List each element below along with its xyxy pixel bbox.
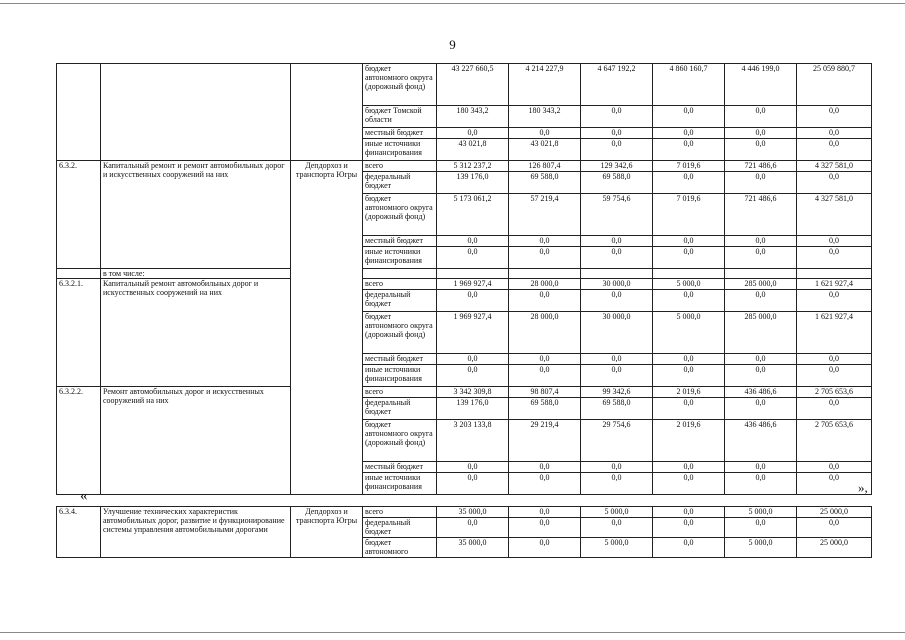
- amount-cell: 0,0: [509, 473, 581, 495]
- amount-cell: 1 969 927,4: [437, 279, 509, 290]
- amount-cell: 0,0: [653, 236, 725, 247]
- amount-cell: 0,0: [509, 518, 581, 538]
- amount-cell: 3 342 309,8: [437, 387, 509, 398]
- table-row: [57, 269, 872, 279]
- amount-cell: 28 000,0: [509, 279, 581, 290]
- table-cell: [509, 269, 581, 279]
- item-code: 6.3.4.: [57, 507, 101, 558]
- item-name: Капитальный ремонт автомобильных дорог и искусственных сооружений на них: [101, 279, 291, 387]
- amount-cell: 0,0: [437, 462, 509, 473]
- amount-cell: 0,0: [653, 106, 725, 128]
- amount-cell: 0,0: [653, 290, 725, 312]
- amount-cell: 1 621 927,4: [797, 312, 872, 354]
- funding-source: местный бюджет: [363, 128, 437, 139]
- amount-cell: 0,0: [725, 354, 797, 365]
- amount-cell: 0,0: [725, 139, 797, 161]
- amount-cell: 0,0: [437, 236, 509, 247]
- amount-cell: 4 647 192,2: [581, 64, 653, 106]
- amount-cell: 2 705 653,6: [797, 420, 872, 462]
- amount-cell: 0,0: [653, 473, 725, 495]
- amount-cell: 4 446 199,0: [725, 64, 797, 106]
- table-row: [57, 279, 872, 290]
- amount-cell: 0,0: [437, 473, 509, 495]
- amount-cell: 5 000,0: [725, 507, 797, 518]
- amount-cell: 0,0: [581, 518, 653, 538]
- amount-cell: 285 000,0: [725, 312, 797, 354]
- amount-cell: 0,0: [437, 365, 509, 387]
- amount-cell: 5 000,0: [725, 538, 797, 558]
- amount-cell: 30 000,0: [581, 279, 653, 290]
- responsible-executor: Депдорхоз и транспорта Югры: [291, 161, 363, 495]
- amount-cell: 0,0: [509, 365, 581, 387]
- amount-cell: 0,0: [581, 462, 653, 473]
- amount-cell: 0,0: [581, 473, 653, 495]
- funding-source: бюджет автономного округа (дорожный фонд): [363, 194, 437, 236]
- amount-cell: 126 807,4: [509, 161, 581, 172]
- amount-cell: 4 860 160,7: [653, 64, 725, 106]
- item-name: Улучшение технических характеристик автомобильных дорог, развитие и функционирование системы управления автомобильными дорогами: [101, 507, 291, 558]
- amount-cell: 721 486,6: [725, 161, 797, 172]
- amount-cell: 28 000,0: [509, 312, 581, 354]
- amount-cell: 2 705 653,6: [797, 387, 872, 398]
- amount-cell: 99 342,6: [581, 387, 653, 398]
- amount-cell: 0,0: [581, 290, 653, 312]
- name-cell: [101, 64, 291, 161]
- amount-cell: 0,0: [509, 247, 581, 269]
- table-cell: [437, 269, 509, 279]
- funding-source: иные источники финансирования: [363, 365, 437, 387]
- amount-cell: 0,0: [653, 538, 725, 558]
- item-code: 6.3.2.1.: [57, 279, 101, 387]
- amount-cell: 0,0: [653, 518, 725, 538]
- amount-cell: 25 059 880,7: [797, 64, 872, 106]
- amount-cell: 0,0: [725, 128, 797, 139]
- amount-cell: 4 327 581,0: [797, 194, 872, 236]
- scan-edge-bottom: [0, 632, 905, 633]
- amount-cell: 0,0: [797, 398, 872, 420]
- funding-source: всего: [363, 161, 437, 172]
- amount-cell: 0,0: [797, 354, 872, 365]
- responsible-executor: Депдорхоз и транспорта Югры: [291, 507, 363, 558]
- amount-cell: 0,0: [653, 507, 725, 518]
- amount-cell: 0,0: [725, 462, 797, 473]
- amount-cell: 4 327 581,0: [797, 161, 872, 172]
- including-label: в том числе:: [101, 269, 291, 279]
- funding-source: иные источники финансирования: [363, 139, 437, 161]
- amount-cell: 0,0: [509, 538, 581, 558]
- amount-cell: 0,0: [437, 247, 509, 269]
- quote-close: »,: [858, 480, 868, 495]
- amount-cell: 5 173 061,2: [437, 194, 509, 236]
- amount-cell: 0,0: [653, 462, 725, 473]
- amount-cell: 98 807,4: [509, 387, 581, 398]
- amount-cell: 0,0: [797, 365, 872, 387]
- amount-cell: 1 969 927,4: [437, 312, 509, 354]
- budget-table-continued: [56, 506, 872, 558]
- funding-source: федеральный бюджет: [363, 398, 437, 420]
- amount-cell: 0,0: [509, 290, 581, 312]
- amount-cell: 139 176,0: [437, 398, 509, 420]
- item-name: Ремонт автомобильных дорог и искусственных сооружений на них: [101, 387, 291, 495]
- amount-cell: 0,0: [797, 236, 872, 247]
- amount-cell: 0,0: [797, 247, 872, 269]
- amount-cell: 43 021,8: [437, 139, 509, 161]
- amount-cell: 285 000,0: [725, 279, 797, 290]
- funding-source: иные источники финансирования: [363, 473, 437, 495]
- amount-cell: 0,0: [509, 354, 581, 365]
- budget-table: [56, 63, 872, 495]
- amount-cell: 0,0: [653, 128, 725, 139]
- amount-cell: 0,0: [725, 398, 797, 420]
- scan-edge-top: [0, 3, 905, 4]
- amount-cell: 5 000,0: [653, 279, 725, 290]
- code-cell: [57, 64, 101, 161]
- amount-cell: 0,0: [797, 106, 872, 128]
- amount-cell: 0,0: [797, 290, 872, 312]
- funding-source: местный бюджет: [363, 462, 437, 473]
- amount-cell: 2 019,6: [653, 387, 725, 398]
- funding-source: всего: [363, 279, 437, 290]
- amount-cell: 0,0: [581, 128, 653, 139]
- amount-cell: 0,0: [797, 128, 872, 139]
- funding-source: бюджет автономного округа (дорожный фонд): [363, 312, 437, 354]
- amount-cell: 43 227 660,5: [437, 64, 509, 106]
- amount-cell: 0,0: [509, 128, 581, 139]
- amount-cell: 29 219,4: [509, 420, 581, 462]
- funding-source: местный бюджет: [363, 354, 437, 365]
- amount-cell: 0,0: [725, 518, 797, 538]
- amount-cell: 0,0: [653, 398, 725, 420]
- funding-source: бюджет автономного округа (дорожный фонд): [363, 420, 437, 462]
- amount-cell: 3 203 133,8: [437, 420, 509, 462]
- amount-cell: 69 588,0: [581, 172, 653, 194]
- amount-cell: 0,0: [725, 236, 797, 247]
- amount-cell: 30 000,0: [581, 312, 653, 354]
- amount-cell: 1 621 927,4: [797, 279, 872, 290]
- table-row: [57, 387, 872, 398]
- table-row: [57, 507, 872, 518]
- item-code: 6.3.2.2.: [57, 387, 101, 495]
- amount-cell: 0,0: [797, 473, 872, 495]
- amount-cell: 0,0: [653, 247, 725, 269]
- amount-cell: 180 343,2: [509, 106, 581, 128]
- funding-source: федеральный бюджет: [363, 172, 437, 194]
- amount-cell: 436 486,6: [725, 387, 797, 398]
- amount-cell: 0,0: [725, 290, 797, 312]
- funding-source: иные источники финансирования: [363, 247, 437, 269]
- amount-cell: 129 342,6: [581, 161, 653, 172]
- amount-cell: 69 588,0: [581, 398, 653, 420]
- amount-cell: 0,0: [437, 354, 509, 365]
- amount-cell: 0,0: [509, 462, 581, 473]
- amount-cell: 0,0: [437, 290, 509, 312]
- funding-source: бюджет Томской области: [363, 106, 437, 128]
- amount-cell: 57 219,4: [509, 194, 581, 236]
- quote-open: «: [80, 488, 88, 504]
- item-name: Капитальный ремонт и ремонт автомобильных дорог и искусственных сооружений на них: [101, 161, 291, 269]
- amount-cell: 0,0: [725, 106, 797, 128]
- amount-cell: 0,0: [797, 139, 872, 161]
- amount-cell: 35 000,0: [437, 538, 509, 558]
- amount-cell: 0,0: [725, 365, 797, 387]
- amount-cell: 0,0: [653, 139, 725, 161]
- amount-cell: 0,0: [581, 106, 653, 128]
- table-cell: [725, 269, 797, 279]
- amount-cell: 0,0: [725, 473, 797, 495]
- amount-cell: 69 588,0: [509, 398, 581, 420]
- amount-cell: 0,0: [581, 247, 653, 269]
- table-row: [57, 161, 872, 172]
- amount-cell: 436 486,6: [725, 420, 797, 462]
- page-number: 9: [449, 37, 456, 52]
- amount-cell: 59 754,6: [581, 194, 653, 236]
- amount-cell: 0,0: [653, 354, 725, 365]
- responsible-cell: [291, 64, 363, 161]
- amount-cell: 180 343,2: [437, 106, 509, 128]
- amount-cell: 29 754,6: [581, 420, 653, 462]
- amount-cell: 43 021,8: [509, 139, 581, 161]
- amount-cell: 25 000,0: [797, 538, 872, 558]
- amount-cell: 139 176,0: [437, 172, 509, 194]
- amount-cell: 69 588,0: [509, 172, 581, 194]
- amount-cell: 0,0: [653, 172, 725, 194]
- amount-cell: 5 000,0: [581, 538, 653, 558]
- funding-source: местный бюджет: [363, 236, 437, 247]
- amount-cell: 0,0: [509, 507, 581, 518]
- amount-cell: 0,0: [725, 247, 797, 269]
- amount-cell: 0,0: [437, 128, 509, 139]
- funding-source: бюджет автономного округа (дорожный фонд): [363, 64, 437, 106]
- amount-cell: 0,0: [797, 518, 872, 538]
- amount-cell: 5 000,0: [653, 312, 725, 354]
- amount-cell: 0,0: [509, 236, 581, 247]
- amount-cell: 5 000,0: [581, 507, 653, 518]
- amount-cell: 0,0: [653, 365, 725, 387]
- amount-cell: 721 486,6: [725, 194, 797, 236]
- table-cell: [363, 269, 437, 279]
- funding-source: федеральный бюджет: [363, 290, 437, 312]
- amount-cell: 35 000,0: [437, 507, 509, 518]
- table-cell: [581, 269, 653, 279]
- code-cell: [57, 269, 101, 279]
- funding-source: федеральный бюджет: [363, 518, 437, 538]
- funding-source: всего: [363, 387, 437, 398]
- amount-cell: 25 000,0: [797, 507, 872, 518]
- amount-cell: 0,0: [581, 365, 653, 387]
- amount-cell: 0,0: [797, 462, 872, 473]
- amount-cell: 0,0: [581, 139, 653, 161]
- amount-cell: 7 019,6: [653, 194, 725, 236]
- funding-source: всего: [363, 507, 437, 518]
- funding-source: бюджет автономного: [363, 538, 437, 558]
- table-row: [57, 64, 872, 106]
- amount-cell: 7 019,6: [653, 161, 725, 172]
- amount-cell: 0,0: [437, 518, 509, 538]
- table-cell: [797, 269, 872, 279]
- amount-cell: 4 214 227,9: [509, 64, 581, 106]
- table-cell: [653, 269, 725, 279]
- amount-cell: 0,0: [725, 172, 797, 194]
- amount-cell: 0,0: [797, 172, 872, 194]
- amount-cell: 0,0: [581, 236, 653, 247]
- amount-cell: 2 019,6: [653, 420, 725, 462]
- amount-cell: 0,0: [581, 354, 653, 365]
- amount-cell: 5 312 237,2: [437, 161, 509, 172]
- item-code: 6.3.2.: [57, 161, 101, 269]
